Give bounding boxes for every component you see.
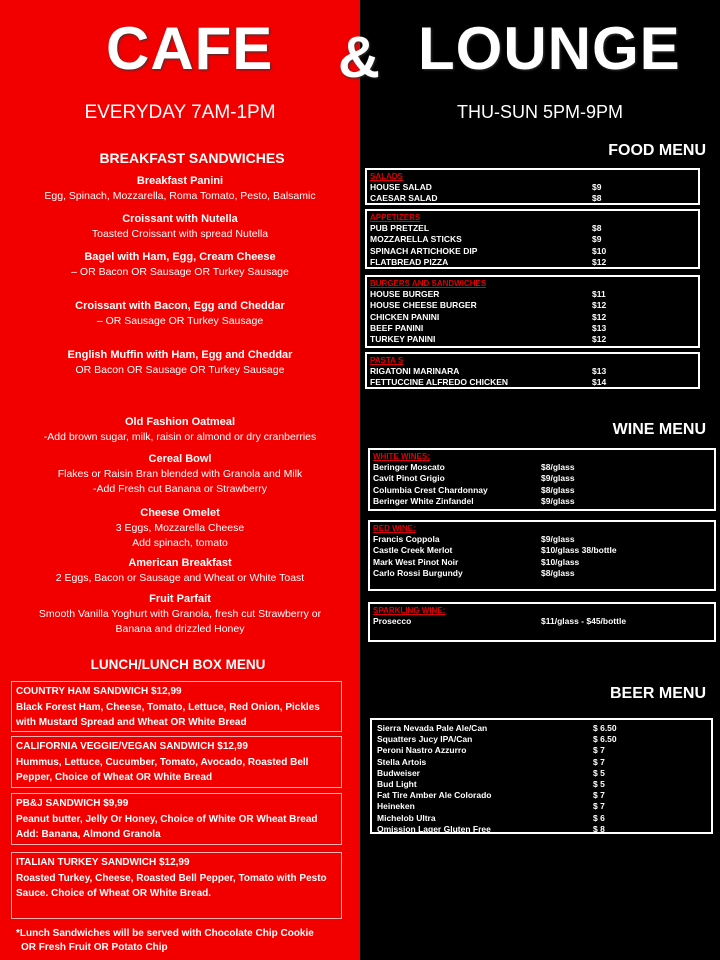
lunch-item-desc: Hummus, Lettuce, Cucumber, Tomato, Avocado, Roasted Bell Pepper, Choice of Wheat OR White Bread: [16, 756, 309, 783]
breakfast-item-desc-2: Banana and drizzled Honey: [115, 623, 245, 635]
breakfast-item-desc: OR Bacon OR Sausage OR Turkey Sausage: [75, 364, 285, 376]
beer-item: [377, 790, 708, 801]
breakfast-item-desc-2: -Add Fresh cut Banana or Strawberry: [93, 483, 267, 495]
menu-category-title: SALADS: [370, 172, 403, 181]
menu-item: [370, 193, 695, 204]
beer-item: [377, 723, 708, 734]
menu-item-price: $8/glass: [541, 462, 575, 473]
food-menu-title: FOOD MENU: [608, 142, 706, 159]
menu-item-name: MOZZARELLA STICKS: [370, 234, 462, 245]
menu-category-title: RED WINE:: [373, 524, 416, 533]
menu-item-price: $9/glass: [541, 473, 575, 484]
cafe-hours: EVERYDAY 7AM-1PM: [84, 102, 276, 123]
menu-item: [370, 223, 695, 234]
menu-item-name: CAESAR SALAD: [370, 193, 438, 204]
menu-item-price: $9/glass: [541, 495, 575, 506]
beer-price: $ 7: [593, 745, 605, 756]
menu-item-price: $9/glass: [541, 534, 575, 545]
menu-item: [370, 234, 695, 245]
lunch-item: [11, 681, 342, 732]
beer-name: Michelob Ultra: [377, 812, 436, 823]
menu-item: [370, 182, 695, 193]
menu-item-name: TURKEY PANINI: [370, 333, 436, 344]
beer-price: $ 5: [593, 767, 605, 778]
beer-name: Peroni Nastro Azzurro: [377, 745, 467, 756]
beer-item: [377, 824, 708, 835]
breakfast-item-desc: – OR Sausage OR Turkey Sausage: [96, 315, 264, 327]
lunch-item-title: ITALIAN TURKEY SANDWICH $12,99: [16, 857, 190, 868]
menu-item-name: Francis Coppola: [373, 534, 440, 545]
wine-menu-title: WINE MENU: [612, 421, 706, 438]
breakfast-item-desc: Flakes or Raisin Bran blended with Granola and Milk: [57, 468, 303, 480]
menu-item-price: $12: [592, 300, 607, 311]
breakfast-item-desc: Toasted Croissant with spread Nutella: [91, 228, 269, 240]
menu-category-title: PASTA S: [370, 356, 404, 365]
lunch-note-line-2: OR Fresh Fruit OR Potato Chip: [21, 942, 168, 953]
breakfast-item-desc: -Add brown sugar, milk, raisin or almond or dry cranberries: [43, 431, 317, 443]
breakfast-item-desc: 2 Eggs, Bacon or Sausage and Wheat or White Toast: [55, 572, 305, 584]
breakfast-item-name: Croissant with Bacon, Egg and Cheddar: [75, 300, 285, 312]
menu-item-price: $11/glass - $45/bottle: [541, 616, 627, 627]
lunch-item: [11, 793, 342, 845]
breakfast-item-name: Breakfast Panini: [136, 175, 224, 187]
lunch-title: LUNCH/LUNCH BOX MENU: [90, 657, 266, 672]
menu-item-name: BEEF PANINI: [370, 322, 424, 333]
menu-item-name: Columbia Crest Chardonnay: [373, 484, 488, 495]
menu-item-name: HOUSE SALAD: [370, 182, 432, 193]
menu-item-name: Mark West Pinot Noir: [373, 556, 459, 567]
beer-box: [370, 718, 713, 834]
menu-item-name: SPINACH ARTICHOKE DIP: [370, 245, 478, 256]
breakfast-item: [0, 506, 360, 551]
lunch-item-desc: Peanut butter, Jelly Or Honey, Choice of White OR Wheat Bread Add: Banana, Almond Granola: [16, 813, 318, 840]
breakfast-item-name: English Muffin with Ham, Egg and Cheddar: [67, 349, 293, 361]
breakfast-item-desc: 3 Eggs, Mozzarella Cheese: [115, 522, 245, 534]
lunch-note-line-1: *Lunch Sandwiches will be served with Chocolate Chip Cookie: [16, 928, 314, 939]
menu-item: [370, 323, 695, 334]
breakfast-item: [0, 415, 360, 445]
menu-item-name: Beringer White Zinfandel: [373, 495, 474, 506]
menu-category-box: [365, 352, 700, 389]
menu-item-name: CHICKEN PANINI: [370, 311, 440, 322]
beer-item: [377, 813, 708, 824]
breakfast-item-name: Cheese Omelet: [140, 507, 220, 519]
breakfast-item-name: Fruit Parfait: [149, 593, 211, 605]
menu-item: [373, 545, 711, 556]
beer-price: $ 7: [593, 756, 605, 767]
menu-item: [370, 312, 695, 323]
lunch-item: [11, 736, 342, 788]
menu-item-price: $13: [592, 366, 607, 377]
menu-category-title: BURGERS AND SANDWICHES: [370, 279, 487, 288]
menu-item-name: Castle Creek Merlot: [373, 545, 453, 556]
beer-name: Sierra Nevada Pale Ale/Can: [377, 723, 488, 733]
breakfast-item-name: Bagel with Ham, Egg, Cream Cheese: [84, 251, 276, 263]
menu-item-price: $13: [592, 322, 607, 333]
menu-item-price: $8: [592, 193, 602, 204]
beer-item: [377, 734, 708, 745]
cafe-title: CAFE: [106, 15, 274, 82]
menu-item: [373, 616, 711, 627]
beer-name: Fat Tire Amber Ale Colorado: [377, 790, 492, 801]
beer-item: [377, 757, 708, 768]
menu-item: [373, 534, 711, 545]
beer-item: [377, 801, 708, 812]
lunch-item-title: COUNTRY HAM SANDWICH $12,99: [16, 686, 182, 697]
beer-name: Heineken: [377, 801, 415, 812]
menu-item-name: PUB PRETZEL: [370, 223, 430, 234]
breakfast-item-name: American Breakfast: [128, 557, 232, 569]
lunch-item-desc: Roasted Turkey, Cheese, Roasted Bell Pepper, Tomato with Pesto Sauce. Choice of Wheat OR White Bread.: [16, 872, 327, 899]
menu-item-price: $10/glass: [541, 556, 580, 567]
beer-price: $ 7: [593, 801, 605, 812]
menu-item: [370, 246, 695, 257]
breakfast-item-desc-2: Add spinach, tomato: [132, 537, 228, 549]
menu-category-box: [368, 448, 716, 511]
lunch-item-title: PB&J SANDWICH $9,99: [16, 798, 129, 809]
menu-category-title: APPETIZERS: [370, 213, 421, 222]
breakfast-item-desc: Egg, Spinach, Mozzarella, Roma Tomato, Pesto, Balsamic: [44, 190, 316, 202]
menu-item: [370, 366, 695, 377]
menu-item: [370, 300, 695, 311]
menu-item-price: $8/glass: [541, 567, 575, 578]
menu-item: [373, 485, 711, 496]
beer-name: Squatters Jucy IPA/Can: [377, 734, 473, 745]
menu-category-box: [365, 209, 700, 269]
menu-item-price: $9: [592, 182, 602, 193]
menu-item: [373, 568, 711, 579]
menu-item-name: Cavit Pinot Grigio: [373, 473, 445, 484]
lounge-title: LOUNGE: [418, 15, 681, 82]
beer-name: Bud Light: [377, 778, 417, 789]
menu-item-name: Beringer Moscato: [373, 462, 445, 473]
breakfast-item: [0, 348, 360, 378]
menu-item: [373, 462, 711, 473]
breakfast-item: [0, 174, 360, 204]
beer-item: [377, 745, 708, 756]
lunch-note: [16, 927, 314, 955]
breakfast-item: [0, 452, 360, 497]
menu-item-name: HOUSE BURGER: [370, 289, 440, 300]
menu-category-box: [365, 168, 700, 205]
menu-item-name: FETTUCCINE ALFREDO CHICKEN: [370, 377, 509, 388]
menu-item: [373, 496, 711, 507]
ampersand: &: [338, 25, 381, 90]
beer-name: Budweiser: [377, 767, 420, 778]
beer-price: $ 5: [593, 778, 605, 789]
menu-item: [370, 377, 695, 388]
menu-item-price: $9: [592, 234, 602, 245]
breakfast-item-name: Croissant with Nutella: [122, 213, 238, 225]
breakfast-item-desc: – OR Bacon OR Sausage OR Turkey Sausage: [71, 266, 289, 278]
beer-item: [377, 779, 708, 790]
beer-name: Omission Lager Gluten Free: [377, 823, 491, 834]
menu-category-box: [368, 602, 716, 642]
menu-item-price: $12: [592, 256, 607, 267]
menu-item-price: $11: [592, 289, 606, 300]
breakfast-item: [0, 299, 360, 329]
menu-item-name: Prosecco: [373, 616, 412, 627]
beer-menu-title: BEER MENU: [609, 685, 706, 702]
breakfast-item: [0, 556, 360, 586]
beer-price: $ 7: [593, 790, 605, 801]
breakfast-title: BREAKFAST SANDWICHES: [99, 150, 285, 166]
lunch-item: [11, 852, 342, 919]
beer-price: $ 8: [593, 823, 605, 834]
menu-item-price: $10: [592, 245, 607, 256]
menu-item: [370, 289, 695, 300]
breakfast-item: [0, 592, 360, 637]
breakfast-item: [0, 212, 360, 242]
lunch-item-title: CALIFORNIA VEGGIE/VEGAN SANDWICH $12,99: [16, 741, 248, 752]
menu-category-title: SPARKLING WINE:: [373, 606, 446, 615]
menu-item-name: HOUSE CHEESE BURGER: [370, 300, 477, 311]
menu-category-box: [365, 275, 700, 348]
menu-item-price: $8: [592, 223, 602, 234]
breakfast-item-name: Old Fashion Oatmeal: [124, 416, 236, 428]
beer-price: $ 6.50: [593, 723, 617, 733]
menu-item: [370, 257, 695, 268]
lunch-item-desc: Black Forest Ham, Cheese, Tomato, Lettuce, Red Onion, Pickles with Mustard Spread and Wheat OR White Bread: [16, 701, 320, 728]
menu-item-name: FLATBREAD PIZZA: [370, 256, 449, 267]
breakfast-item-desc: Smooth Vanilla Yoghurt with Granola, fresh cut Strawberry or: [38, 608, 322, 620]
menu-item: [373, 473, 711, 484]
menu-category-title: WHITE WINES:: [373, 452, 430, 461]
menu-item-price: $8/glass: [541, 484, 575, 495]
menu-item-name: Carlo Rossi Burgundy: [373, 567, 463, 578]
beer-item: [377, 768, 708, 779]
menu-item-price: $10/glass 38/bottle: [541, 545, 617, 556]
menu-category-box: [368, 520, 716, 591]
lounge-hours: THU-SUN 5PM-9PM: [456, 102, 623, 122]
menu-item: [370, 334, 695, 345]
menu-item-name: RIGATONI MARINARA: [370, 366, 460, 377]
menu-item-price: $12: [592, 333, 607, 344]
beer-price: $ 6.50: [593, 734, 617, 745]
menu-item-price: $14: [592, 377, 607, 388]
beer-price: $ 6: [593, 812, 605, 823]
beer-name: Stella Artois: [377, 756, 427, 767]
menu-item-price: $12: [592, 311, 607, 322]
menu-item: [373, 557, 711, 568]
breakfast-item: [0, 250, 360, 280]
breakfast-item-name: Cereal Bowl: [148, 453, 212, 465]
